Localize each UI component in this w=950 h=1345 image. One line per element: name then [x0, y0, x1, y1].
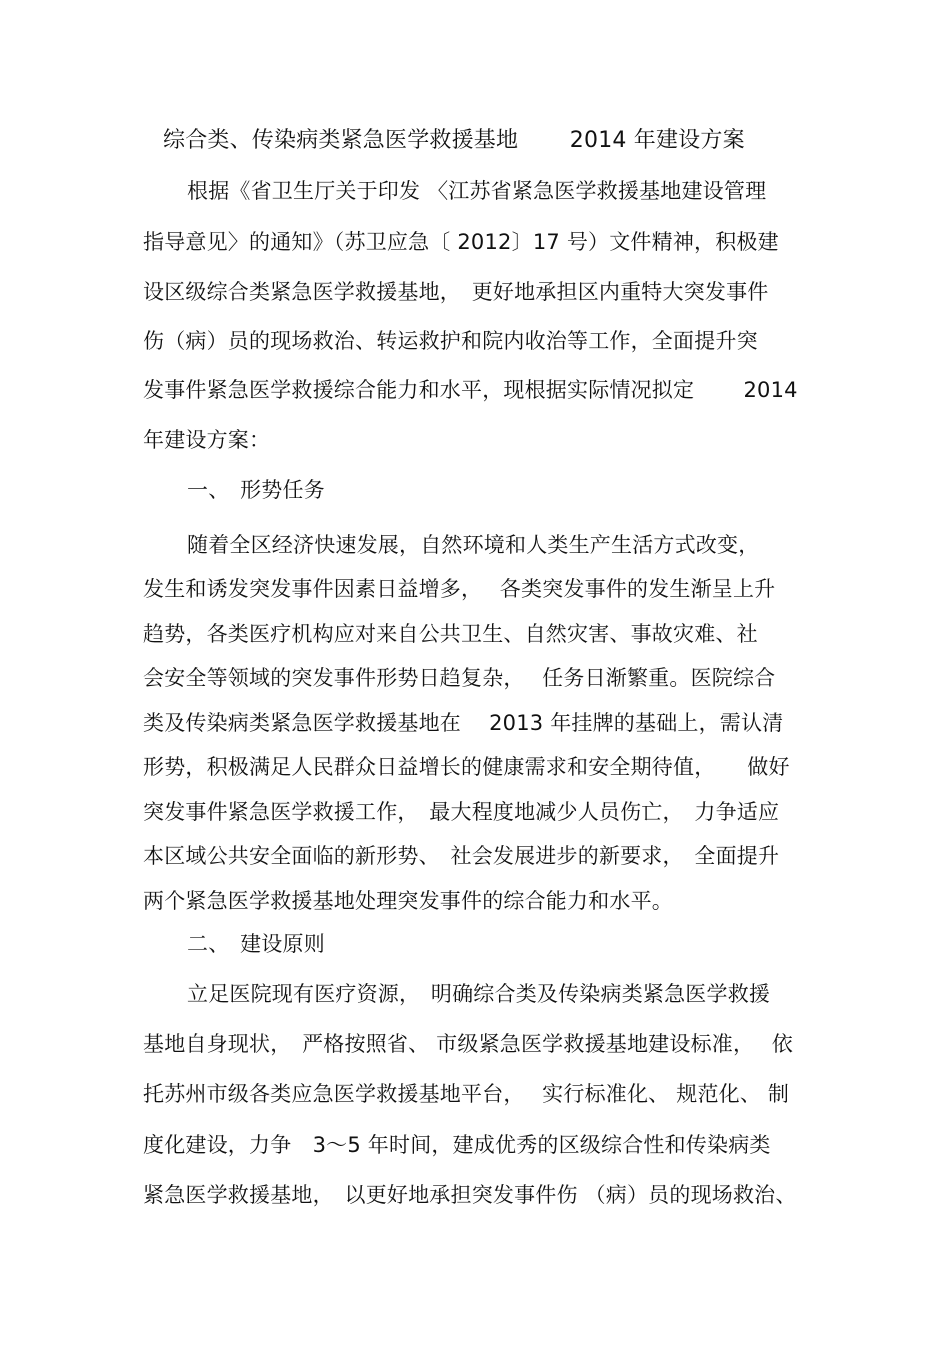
body-line: 类及传染病类紧急医学救援基地在 2013 年挂牌的基础上，需认清: [143, 711, 784, 735]
body-line: 立足医院现有医疗资源， 明确综合类及传染病类紧急医学救援: [187, 982, 771, 1006]
body-line: 托苏州市级各类应急医学救援基地平台， 实行标准化、 规范化、 制: [143, 1082, 790, 1106]
intro-line: 根据《省卫生厅关于印发 〈江苏省紧急医学救援基地建设管理: [187, 179, 767, 203]
body-line: 基地自身现状， 严格按照省、 市级紧急医学救援基地建设标准， 依: [143, 1032, 793, 1056]
body-line: 两个紧急医学救援基地处理突发事件的综合能力和水平。: [143, 889, 673, 913]
body-line: 会安全等领域的突发事件形势日趋复杂， 任务日渐繁重。医院综合: [143, 666, 776, 690]
body-line: 趋势，各类医疗机构应对来自公共卫生、自然灾害、事故灾难、社: [143, 622, 758, 646]
body-line: 度化建设，力争 3～5 年时间，建成优秀的区级综合性和传染病类: [143, 1133, 771, 1157]
intro-line: 设区级综合类紧急医学救援基地， 更好地承担区内重特大突发事件: [143, 280, 769, 304]
body-line: 突发事件紧急医学救援工作， 最大程度地减少人员伤亡， 力争适应: [143, 800, 780, 824]
body-line: 本区域公共安全面临的新形势、 社会发展进步的新要求， 全面提升: [143, 844, 780, 868]
section-heading: 二、 建设原则: [187, 932, 325, 956]
body-line: 随着全区经济快速发展，自然环境和人类生产生活方式改变，: [187, 533, 760, 557]
document-title: 综合类、传染病类紧急医学救援基地 2014 年建设方案: [163, 128, 745, 153]
intro-line: 年建设方案：: [143, 428, 271, 452]
intro-line: 指导意见〉的通知》（苏卫应急〔 2012〕17 号）文件精神，积极建: [143, 230, 779, 254]
section-heading: 一、 形势任务: [187, 478, 325, 502]
intro-line: 伤（病）员的现场救治、转运救护和院内收治等工作，全面提升突: [143, 329, 758, 353]
body-line: 紧急医学救援基地， 以更好地承担突发事件伤 （病）员的现场救治、: [143, 1183, 797, 1207]
body-line: 发生和诱发突发事件因素日益增多， 各类突发事件的发生渐呈上升: [143, 577, 776, 601]
intro-line: 发事件紧急医学救援综合能力和水平，现根据实际情况拟定 2014: [143, 378, 798, 402]
body-line: 形势，积极满足人民群众日益增长的健康需求和安全期待值， 做好: [143, 755, 790, 779]
